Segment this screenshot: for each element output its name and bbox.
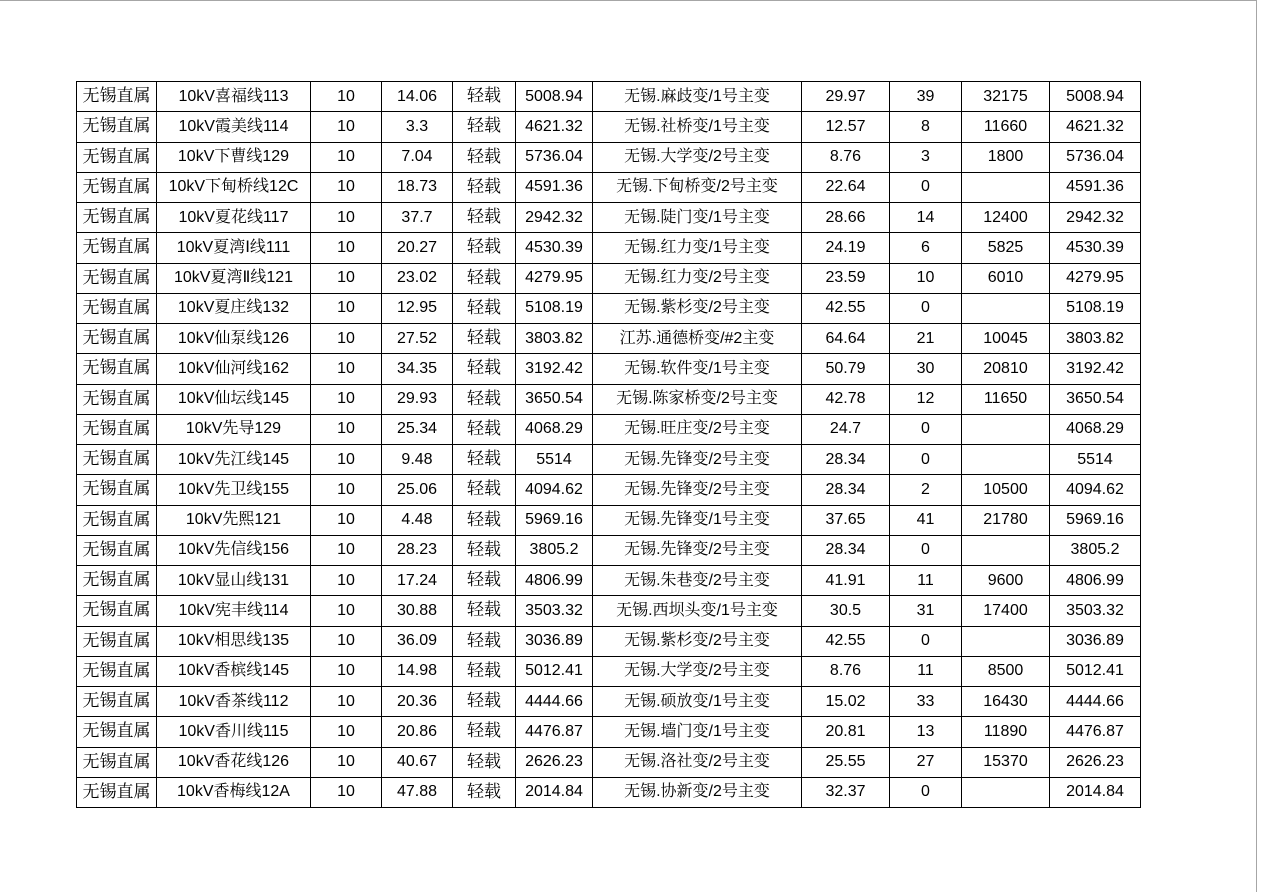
- total-value-cell: 5736.04: [1050, 142, 1141, 172]
- company-cell: 无锡直属: [77, 687, 157, 717]
- feeder-name-cell: 10kV宪丰线114: [157, 596, 311, 626]
- transformer-cell: 无锡.下甸桥变/2号主变: [593, 172, 802, 202]
- capacity-cell: 10500: [962, 475, 1050, 505]
- transformer-cell: 无锡.朱巷变/2号主变: [593, 566, 802, 596]
- transformer-rate-cell: 23.59: [802, 263, 890, 293]
- total-value-cell: 4444.66: [1050, 687, 1141, 717]
- capacity-cell: [962, 172, 1050, 202]
- feeder-name-cell: 10kV夏花线117: [157, 203, 311, 233]
- feeder-name-cell: 10kV相思线135: [157, 626, 311, 656]
- transformer-cell: 无锡.墙门变/1号主变: [593, 717, 802, 747]
- count-cell: 0: [890, 172, 962, 202]
- company-cell: 无锡直属: [77, 142, 157, 172]
- feeder-name-cell: 10kV先导129: [157, 414, 311, 444]
- voltage-level-cell: 10: [311, 324, 382, 354]
- feeder-name-cell: 10kV仙泵线126: [157, 324, 311, 354]
- load-value-cell: 4621.32: [516, 112, 593, 142]
- count-cell: 10: [890, 263, 962, 293]
- transformer-rate-cell: 50.79: [802, 354, 890, 384]
- load-value-cell: 3192.42: [516, 354, 593, 384]
- company-cell: 无锡直属: [77, 324, 157, 354]
- transformer-rate-cell: 8.76: [802, 142, 890, 172]
- transformer-cell: 无锡.协新变/2号主变: [593, 777, 802, 807]
- voltage-level-cell: 10: [311, 142, 382, 172]
- transformer-cell: 无锡.先锋变/2号主变: [593, 445, 802, 475]
- transformer-cell: 无锡.陡门变/1号主变: [593, 203, 802, 233]
- rate-cell: 29.93: [382, 384, 453, 414]
- rate-cell: 20.86: [382, 717, 453, 747]
- count-cell: 0: [890, 414, 962, 444]
- voltage-level-cell: 10: [311, 445, 382, 475]
- load-status-cell: 轻载: [453, 203, 516, 233]
- feeder-name-cell: 10kV香梅线12A: [157, 777, 311, 807]
- voltage-level-cell: 10: [311, 626, 382, 656]
- capacity-cell: [962, 293, 1050, 323]
- voltage-level-cell: 10: [311, 172, 382, 202]
- capacity-cell: [962, 626, 1050, 656]
- rate-cell: 17.24: [382, 566, 453, 596]
- voltage-level-cell: 10: [311, 112, 382, 142]
- feeder-name-cell: 10kV仙坛线145: [157, 384, 311, 414]
- transformer-rate-cell: 25.55: [802, 747, 890, 777]
- feeder-name-cell: 10kV先卫线155: [157, 475, 311, 505]
- feeder-name-cell: 10kV夏湾Ⅰ线111: [157, 233, 311, 263]
- total-value-cell: 5108.19: [1050, 293, 1141, 323]
- rate-cell: 20.27: [382, 233, 453, 263]
- table-row: [77, 293, 1141, 323]
- company-cell: 无锡直属: [77, 656, 157, 686]
- total-value-cell: 5012.41: [1050, 656, 1141, 686]
- voltage-level-cell: 10: [311, 263, 382, 293]
- transformer-cell: 无锡.紫杉变/2号主变: [593, 626, 802, 656]
- table-row: [77, 626, 1141, 656]
- load-status-cell: 轻载: [453, 293, 516, 323]
- load-value-cell: 5108.19: [516, 293, 593, 323]
- feeder-name-cell: 10kV喜福线113: [157, 82, 311, 112]
- transformer-cell: 无锡.紫杉变/2号主变: [593, 293, 802, 323]
- transformer-cell: 无锡.先锋变/2号主变: [593, 535, 802, 565]
- company-cell: 无锡直属: [77, 596, 157, 626]
- table-row: [77, 82, 1141, 112]
- load-value-cell: 4530.39: [516, 233, 593, 263]
- voltage-level-cell: 10: [311, 717, 382, 747]
- capacity-cell: [962, 777, 1050, 807]
- count-cell: 0: [890, 535, 962, 565]
- table-body: [77, 82, 1141, 808]
- table-row: [77, 414, 1141, 444]
- capacity-cell: 1800: [962, 142, 1050, 172]
- load-value-cell: 5012.41: [516, 656, 593, 686]
- total-value-cell: 4621.32: [1050, 112, 1141, 142]
- transformer-rate-cell: 64.64: [802, 324, 890, 354]
- load-status-cell: 轻载: [453, 475, 516, 505]
- table-row: [77, 384, 1141, 414]
- company-cell: 无锡直属: [77, 747, 157, 777]
- rate-cell: 27.52: [382, 324, 453, 354]
- load-status-cell: 轻载: [453, 596, 516, 626]
- load-status-cell: 轻载: [453, 777, 516, 807]
- voltage-level-cell: 10: [311, 233, 382, 263]
- load-status-cell: 轻载: [453, 445, 516, 475]
- count-cell: 31: [890, 596, 962, 626]
- capacity-cell: 16430: [962, 687, 1050, 717]
- rate-cell: 28.23: [382, 535, 453, 565]
- capacity-cell: 21780: [962, 505, 1050, 535]
- company-cell: 无锡直属: [77, 475, 157, 505]
- load-status-cell: 轻载: [453, 233, 516, 263]
- load-status-cell: 轻载: [453, 263, 516, 293]
- transformer-rate-cell: 42.78: [802, 384, 890, 414]
- load-value-cell: 4806.99: [516, 566, 593, 596]
- rate-cell: 4.48: [382, 505, 453, 535]
- company-cell: 无锡直属: [77, 172, 157, 202]
- transformer-rate-cell: 42.55: [802, 626, 890, 656]
- count-cell: 30: [890, 354, 962, 384]
- feeder-name-cell: 10kV先熙121: [157, 505, 311, 535]
- capacity-cell: 6010: [962, 263, 1050, 293]
- voltage-level-cell: 10: [311, 293, 382, 323]
- feeder-name-cell: 10kV下甸桥线12C: [157, 172, 311, 202]
- feeder-name-cell: 10kV先信线156: [157, 535, 311, 565]
- company-cell: 无锡直属: [77, 626, 157, 656]
- load-status-cell: 轻载: [453, 505, 516, 535]
- load-value-cell: 4476.87: [516, 717, 593, 747]
- transformer-rate-cell: 22.64: [802, 172, 890, 202]
- company-cell: 无锡直属: [77, 354, 157, 384]
- transformer-rate-cell: 32.37: [802, 777, 890, 807]
- count-cell: 2: [890, 475, 962, 505]
- rate-cell: 25.06: [382, 475, 453, 505]
- total-value-cell: 4068.29: [1050, 414, 1141, 444]
- feeder-name-cell: 10kV先江线145: [157, 445, 311, 475]
- rate-cell: 47.88: [382, 777, 453, 807]
- count-cell: 11: [890, 656, 962, 686]
- load-value-cell: 3650.54: [516, 384, 593, 414]
- count-cell: 3: [890, 142, 962, 172]
- voltage-level-cell: 10: [311, 414, 382, 444]
- company-cell: 无锡直属: [77, 777, 157, 807]
- total-value-cell: 4591.36: [1050, 172, 1141, 202]
- table-row: [77, 777, 1141, 807]
- load-status-cell: 轻载: [453, 112, 516, 142]
- table-row: [77, 233, 1141, 263]
- transformer-rate-cell: 28.34: [802, 475, 890, 505]
- capacity-cell: 11890: [962, 717, 1050, 747]
- load-status-cell: 轻载: [453, 384, 516, 414]
- feeder-name-cell: 10kV下曹线129: [157, 142, 311, 172]
- transformer-cell: 无锡.陈家桥变/2号主变: [593, 384, 802, 414]
- count-cell: 0: [890, 293, 962, 323]
- transformer-rate-cell: 41.91: [802, 566, 890, 596]
- capacity-cell: 8500: [962, 656, 1050, 686]
- total-value-cell: 5969.16: [1050, 505, 1141, 535]
- table-row: [77, 505, 1141, 535]
- transformer-rate-cell: 8.76: [802, 656, 890, 686]
- count-cell: 12: [890, 384, 962, 414]
- load-value-cell: 5008.94: [516, 82, 593, 112]
- transformer-cell: 无锡.先锋变/1号主变: [593, 505, 802, 535]
- count-cell: 0: [890, 777, 962, 807]
- voltage-level-cell: 10: [311, 384, 382, 414]
- load-value-cell: 5736.04: [516, 142, 593, 172]
- table-row: [77, 566, 1141, 596]
- total-value-cell: 3192.42: [1050, 354, 1141, 384]
- load-value-cell: 4068.29: [516, 414, 593, 444]
- table-row: [77, 142, 1141, 172]
- rate-cell: 9.48: [382, 445, 453, 475]
- transformer-cell: 无锡.大学变/2号主变: [593, 142, 802, 172]
- capacity-cell: 12400: [962, 203, 1050, 233]
- capacity-cell: 5825: [962, 233, 1050, 263]
- table-row: [77, 687, 1141, 717]
- load-status-cell: 轻载: [453, 535, 516, 565]
- count-cell: 14: [890, 203, 962, 233]
- load-status-cell: 轻载: [453, 354, 516, 384]
- feeder-name-cell: 10kV夏湾Ⅱ线121: [157, 263, 311, 293]
- table-row: [77, 717, 1141, 747]
- table-row: [77, 112, 1141, 142]
- transformer-rate-cell: 42.55: [802, 293, 890, 323]
- transformer-rate-cell: 20.81: [802, 717, 890, 747]
- load-status-cell: 轻载: [453, 414, 516, 444]
- load-status-cell: 轻载: [453, 717, 516, 747]
- transformer-cell: 无锡.红力变/1号主变: [593, 233, 802, 263]
- load-status-cell: 轻载: [453, 566, 516, 596]
- transformer-cell: 无锡.社桥变/1号主变: [593, 112, 802, 142]
- voltage-level-cell: 10: [311, 354, 382, 384]
- load-value-cell: 4279.95: [516, 263, 593, 293]
- table-row: [77, 203, 1141, 233]
- feeder-name-cell: 10kV仙河线162: [157, 354, 311, 384]
- capacity-cell: 17400: [962, 596, 1050, 626]
- load-value-cell: 2942.32: [516, 203, 593, 233]
- transformer-cell: 无锡.红力变/2号主变: [593, 263, 802, 293]
- company-cell: 无锡直属: [77, 233, 157, 263]
- rate-cell: 23.02: [382, 263, 453, 293]
- company-cell: 无锡直属: [77, 535, 157, 565]
- count-cell: 33: [890, 687, 962, 717]
- load-value-cell: 5969.16: [516, 505, 593, 535]
- total-value-cell: 4806.99: [1050, 566, 1141, 596]
- voltage-level-cell: 10: [311, 566, 382, 596]
- company-cell: 无锡直属: [77, 293, 157, 323]
- total-value-cell: 2014.84: [1050, 777, 1141, 807]
- feeder-name-cell: 10kV夏庄线132: [157, 293, 311, 323]
- count-cell: 39: [890, 82, 962, 112]
- capacity-cell: 15370: [962, 747, 1050, 777]
- load-status-cell: 轻载: [453, 747, 516, 777]
- company-cell: 无锡直属: [77, 566, 157, 596]
- load-status-cell: 轻载: [453, 626, 516, 656]
- table-row: [77, 747, 1141, 777]
- load-value-cell: 4591.36: [516, 172, 593, 202]
- capacity-cell: [962, 414, 1050, 444]
- load-value-cell: 3805.2: [516, 535, 593, 565]
- rate-cell: 20.36: [382, 687, 453, 717]
- load-value-cell: 3503.32: [516, 596, 593, 626]
- voltage-level-cell: 10: [311, 535, 382, 565]
- company-cell: 无锡直属: [77, 384, 157, 414]
- company-cell: 无锡直属: [77, 263, 157, 293]
- rate-cell: 12.95: [382, 293, 453, 323]
- count-cell: 11: [890, 566, 962, 596]
- count-cell: 13: [890, 717, 962, 747]
- load-value-cell: 4444.66: [516, 687, 593, 717]
- feeder-name-cell: 10kV香茶线112: [157, 687, 311, 717]
- count-cell: 27: [890, 747, 962, 777]
- transformer-rate-cell: 28.34: [802, 445, 890, 475]
- count-cell: 0: [890, 626, 962, 656]
- feeder-name-cell: 10kV霞美线114: [157, 112, 311, 142]
- feeder-name-cell: 10kV香川线115: [157, 717, 311, 747]
- load-status-cell: 轻载: [453, 82, 516, 112]
- load-value-cell: 3803.82: [516, 324, 593, 354]
- capacity-cell: 11650: [962, 384, 1050, 414]
- company-cell: 无锡直属: [77, 112, 157, 142]
- rate-cell: 30.88: [382, 596, 453, 626]
- total-value-cell: 4279.95: [1050, 263, 1141, 293]
- load-status-cell: 轻载: [453, 142, 516, 172]
- total-value-cell: 4094.62: [1050, 475, 1141, 505]
- capacity-cell: 9600: [962, 566, 1050, 596]
- rate-cell: 3.3: [382, 112, 453, 142]
- total-value-cell: 3503.32: [1050, 596, 1141, 626]
- voltage-level-cell: 10: [311, 777, 382, 807]
- transformer-rate-cell: 28.34: [802, 535, 890, 565]
- table-row: [77, 172, 1141, 202]
- load-value-cell: 2626.23: [516, 747, 593, 777]
- company-cell: 无锡直属: [77, 505, 157, 535]
- transformer-rate-cell: 24.7: [802, 414, 890, 444]
- transformer-cell: 无锡.麻歧变/1号主变: [593, 82, 802, 112]
- table-row: [77, 656, 1141, 686]
- load-value-cell: 2014.84: [516, 777, 593, 807]
- count-cell: 6: [890, 233, 962, 263]
- total-value-cell: 3650.54: [1050, 384, 1141, 414]
- load-status-cell: 轻载: [453, 656, 516, 686]
- rate-cell: 25.34: [382, 414, 453, 444]
- company-cell: 无锡直属: [77, 82, 157, 112]
- count-cell: 8: [890, 112, 962, 142]
- capacity-cell: 32175: [962, 82, 1050, 112]
- rate-cell: 36.09: [382, 626, 453, 656]
- feeder-name-cell: 10kV香花线126: [157, 747, 311, 777]
- count-cell: 41: [890, 505, 962, 535]
- capacity-cell: 11660: [962, 112, 1050, 142]
- transformer-rate-cell: 15.02: [802, 687, 890, 717]
- transformer-cell: 无锡.硕放变/1号主变: [593, 687, 802, 717]
- transformer-cell: 无锡.先锋变/2号主变: [593, 475, 802, 505]
- feeder-name-cell: 10kV显山线131: [157, 566, 311, 596]
- table-row: [77, 263, 1141, 293]
- transformer-cell: 无锡.旺庄变/2号主变: [593, 414, 802, 444]
- company-cell: 无锡直属: [77, 414, 157, 444]
- table-row: [77, 354, 1141, 384]
- company-cell: 无锡直属: [77, 717, 157, 747]
- transformer-rate-cell: 28.66: [802, 203, 890, 233]
- company-cell: 无锡直属: [77, 445, 157, 475]
- voltage-level-cell: 10: [311, 505, 382, 535]
- company-cell: 无锡直属: [77, 203, 157, 233]
- voltage-level-cell: 10: [311, 203, 382, 233]
- total-value-cell: 3036.89: [1050, 626, 1141, 656]
- voltage-level-cell: 10: [311, 747, 382, 777]
- rate-cell: 7.04: [382, 142, 453, 172]
- count-cell: 0: [890, 445, 962, 475]
- table-row: [77, 475, 1141, 505]
- voltage-level-cell: 10: [311, 475, 382, 505]
- load-status-cell: 轻载: [453, 324, 516, 354]
- rate-cell: 14.98: [382, 656, 453, 686]
- total-value-cell: 4530.39: [1050, 233, 1141, 263]
- load-value-cell: 4094.62: [516, 475, 593, 505]
- capacity-cell: [962, 445, 1050, 475]
- total-value-cell: 2626.23: [1050, 747, 1141, 777]
- transformer-rate-cell: 24.19: [802, 233, 890, 263]
- transformer-cell: 无锡.西坝头变/1号主变: [593, 596, 802, 626]
- rate-cell: 37.7: [382, 203, 453, 233]
- total-value-cell: 4476.87: [1050, 717, 1141, 747]
- rate-cell: 34.35: [382, 354, 453, 384]
- total-value-cell: 3803.82: [1050, 324, 1141, 354]
- total-value-cell: 5008.94: [1050, 82, 1141, 112]
- transformer-rate-cell: 29.97: [802, 82, 890, 112]
- voltage-level-cell: 10: [311, 82, 382, 112]
- table-row: [77, 445, 1141, 475]
- total-value-cell: 3805.2: [1050, 535, 1141, 565]
- transformer-cell: 无锡.洛社变/2号主变: [593, 747, 802, 777]
- voltage-level-cell: 10: [311, 596, 382, 626]
- transformer-cell: 江苏.通德桥变/#2主变: [593, 324, 802, 354]
- count-cell: 21: [890, 324, 962, 354]
- transformer-cell: 无锡.大学变/2号主变: [593, 656, 802, 686]
- load-status-cell: 轻载: [453, 172, 516, 202]
- capacity-cell: 20810: [962, 354, 1050, 384]
- rate-cell: 40.67: [382, 747, 453, 777]
- rate-cell: 18.73: [382, 172, 453, 202]
- voltage-level-cell: 10: [311, 687, 382, 717]
- transformer-rate-cell: 30.5: [802, 596, 890, 626]
- transformer-rate-cell: 12.57: [802, 112, 890, 142]
- capacity-cell: 10045: [962, 324, 1050, 354]
- rate-cell: 14.06: [382, 82, 453, 112]
- transformer-cell: 无锡.软件变/1号主变: [593, 354, 802, 384]
- table-row: [77, 535, 1141, 565]
- total-value-cell: 2942.32: [1050, 203, 1141, 233]
- feeder-name-cell: 10kV香槟线145: [157, 656, 311, 686]
- feeder-load-table: [76, 81, 1141, 808]
- total-value-cell: 5514: [1050, 445, 1141, 475]
- capacity-cell: [962, 535, 1050, 565]
- table-row: [77, 324, 1141, 354]
- voltage-level-cell: 10: [311, 656, 382, 686]
- table-row: [77, 596, 1141, 626]
- load-value-cell: 3036.89: [516, 626, 593, 656]
- load-value-cell: 5514: [516, 445, 593, 475]
- load-status-cell: 轻载: [453, 687, 516, 717]
- transformer-rate-cell: 37.65: [802, 505, 890, 535]
